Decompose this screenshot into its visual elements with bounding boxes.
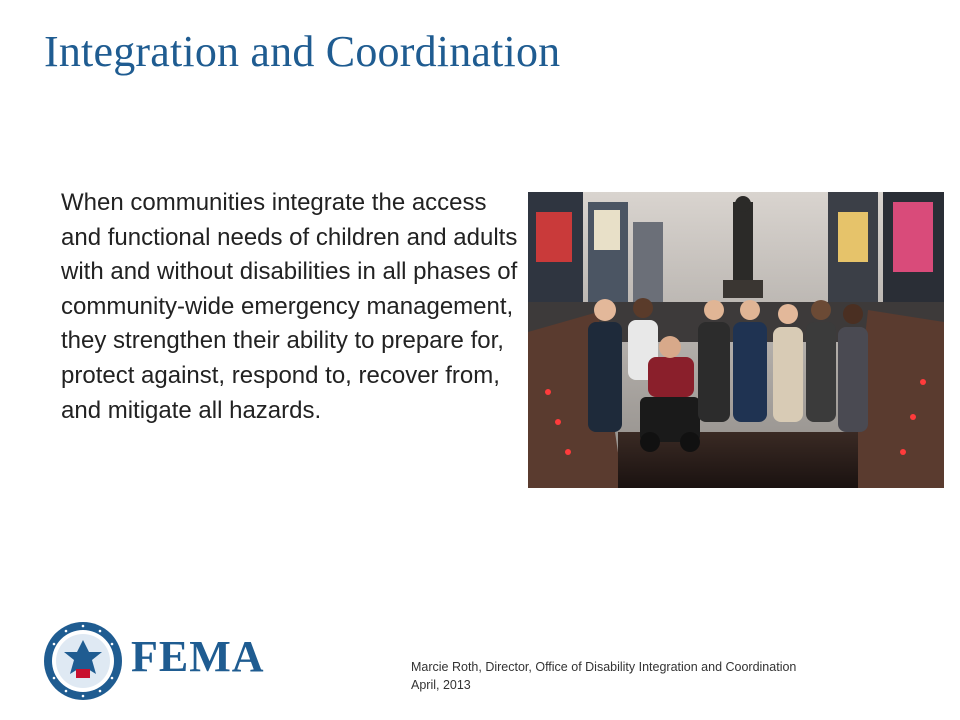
footer-date: April, 2013 <box>411 678 471 692</box>
group-photo <box>528 192 944 488</box>
body-text: When communities integrate the access and functional needs of children and adults with and without disabilities in all phases of community-wide emergency management, they strengthen their ability to prepare for, protect against, respond to, recover from, and mitigate all hazards. <box>61 189 518 424</box>
slide-title: Integration and Coordination <box>44 27 561 76</box>
footer-presenter: Marcie Roth, Director, Office of Disability Integration and Coordination <box>411 660 797 674</box>
fema-wordmark: FEMA <box>131 632 265 681</box>
footer <box>411 658 796 694</box>
group-photo-image <box>528 192 944 488</box>
dhs-seal-icon <box>42 620 124 702</box>
